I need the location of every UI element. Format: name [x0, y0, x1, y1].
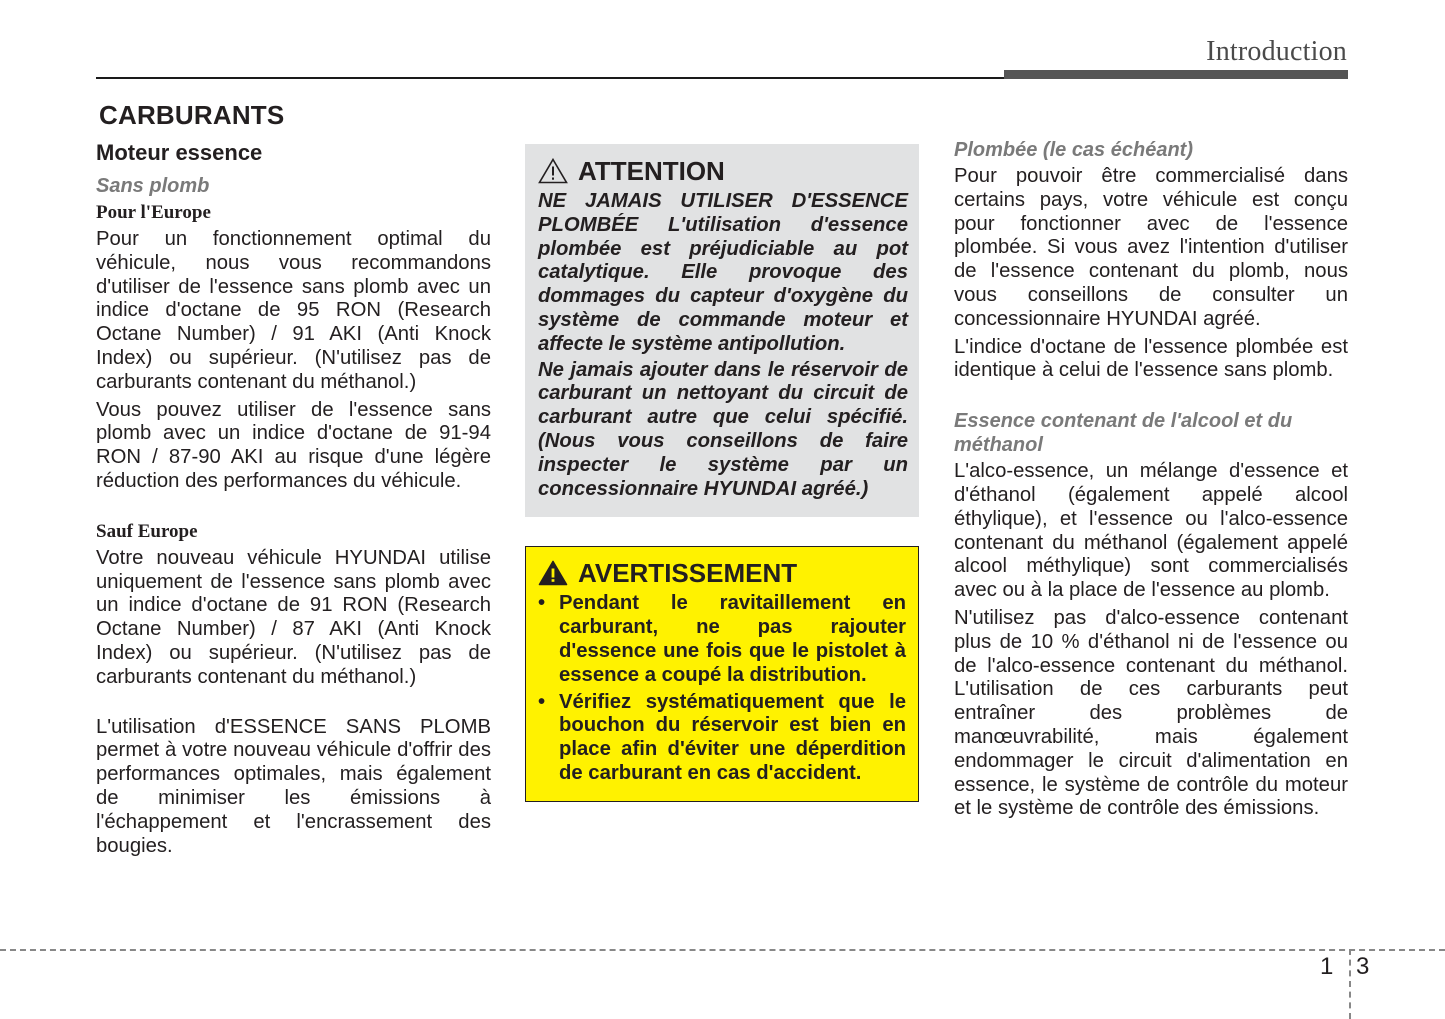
attention-box	[525, 144, 919, 517]
section-title: CARBURANTS	[99, 100, 285, 130]
leaded-paragraph-1: Pour pouvoir être commercialisé dans certains pays, votre véhicule est conçu pour fonctionner avec de l'essence plombée. Si vous avez l'intention d'utiliser de l'essence contenant du plomb, nous vous conseillons de consulter un concessionnaire HYUNDAI agréé.	[954, 165, 1348, 330]
warning-header	[538, 558, 906, 588]
alcohol-paragraph-1: L'alco-essence, un mélange d'essence et d'éthanol (également appelé alcool éthylique), et l'essence ou l'alco-essence contenant du méthanol (également appelé alcool méthylique) sont commercialisés avec ou à la place de l'essence au plomb.	[954, 460, 1348, 602]
alcohol-paragraph-2: N'utilisez pas d'alco-essence contenant plus de 10 % d'éthanol ni de l'essence ou de l'alco-essence contenant du méthanol. L'utilisation de ces carburants peut entraîner des problèmes de manœuvrabilité, mais également endommager le circuit d'alimentation en essence, le système de contrôle du moteur et le système de contrôle des émissions.	[954, 606, 1348, 820]
column-middle	[525, 144, 919, 802]
engine-heading: Moteur essence	[96, 140, 263, 165]
warning-box	[525, 546, 919, 801]
attention-paragraph-2: Ne jamais ajouter dans le réservoir de carburant un nettoyant du circuit de carburant autre que celui spécifié. (Nous vous conseillons de faire inspecter le système par un concessionnaire HYUNDAI agréé.)	[538, 358, 908, 500]
europe-paragraph-1: Pour un fonctionnement optimal du véhicule, nous vous recommandons d'utiliser de l'essence sans plomb avec un indice d'octane de 95 RON (Research Octane Number) / 91 AKI (Anti Knock Index) ou supérieur. (N'utilisez pas de carburants contenant du méthanol.)	[96, 228, 491, 393]
warning-list	[538, 592, 906, 785]
non-europe-label: Sauf Europe	[96, 520, 198, 542]
europe-paragraph-2: Vous pouvez utiliser de l'essence sans plomb avec un indice d'octane de 91-94 RON / 87-90 AKI au risque d'une légère réduction des performances du véhicule.	[96, 398, 491, 492]
column-right	[954, 138, 1348, 825]
attention-title: ATTENTION	[578, 156, 725, 186]
warning-item: • Vérifiez systématiquement que le bouchon du réservoir est bien en place afin d'éviter une déperdition de carburant en cas d'accident.	[538, 691, 906, 786]
footer-divider	[0, 949, 1445, 951]
alcohol-subheading: Essence contenant de l'alcool et du méthanol	[954, 410, 1293, 457]
column-left	[96, 138, 491, 862]
leaded-paragraph-2: L'indice d'octane de l'essence plombée est identique à celui de l'essence sans plomb.	[954, 335, 1348, 382]
leaded-subheading: Plombée (le cas échéant)	[954, 139, 1193, 161]
europe-label: Pour l'Europe	[96, 202, 211, 223]
chapter-number: 1	[1320, 953, 1334, 980]
chapter-title: Introduction	[1206, 36, 1347, 67]
unleaded-subheading: Sans plomb	[96, 175, 210, 197]
page-number-divider	[1349, 949, 1351, 1019]
unleaded-benefits-paragraph: L'utilisation d'ESSENCE SANS PLOMB permet à votre nouveau véhicule d'offrir des performances optimales, mais également de minimiser les émissions à l'échappement et l'encrassement des bougies.	[96, 715, 491, 857]
caution-triangle-icon	[538, 158, 568, 184]
header-bar	[1004, 70, 1348, 79]
warning-item: • Pendant le ravitaillement en carburant, ne pas rajouter d'essence une fois que le pistolet à essence a coupé la distribution.	[538, 592, 906, 687]
attention-paragraph-1: NE JAMAIS UTILISER D'ESSENCE PLOMBÉE L'utilisation d'essence plombée est préjudiciable au pot catalytique. Elle provoque des dommages du capteur d'oxygène du système de commande moteur et affecte le système antipollution.	[538, 190, 908, 355]
warning-title: AVERTISSEMENT	[578, 558, 798, 589]
non-europe-paragraph: Votre nouveau véhicule HYUNDAI utilise uniquement de l'essence sans plomb avec un indice d'octane de 91 RON (Research Octane Number) / 87 AKI (Anti Knock Index) ou supérieur. (N'utilisez pas de carburants contenant du méthanol.)	[96, 546, 491, 688]
warning-triangle-icon	[538, 560, 568, 586]
page-number: 3	[1356, 953, 1370, 980]
attention-header	[538, 156, 908, 186]
